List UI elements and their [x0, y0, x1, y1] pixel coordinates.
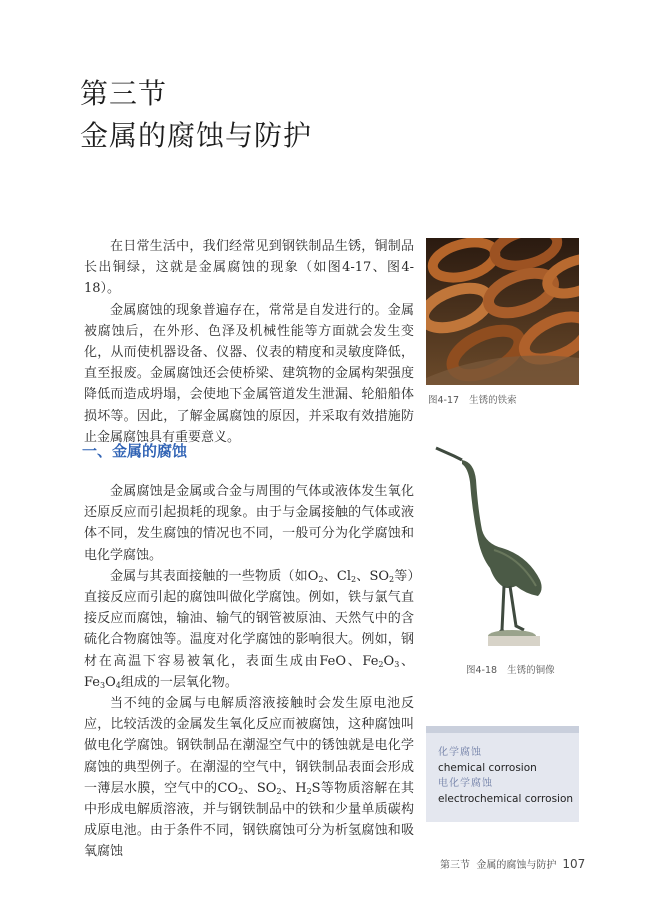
rusted-chain-photo [426, 238, 579, 385]
corrosion-paragraph: 金属腐蚀是金属或合金与周围的气体或液体发生氧化还原反应而引起损耗的现象。由于与金属接触的气体或液体不同，发生腐蚀的情况也不同，一般可分为化学腐蚀和电化学腐蚀。 [84, 484, 414, 563]
intro-text [84, 236, 414, 448]
figure-caption: 图4-17 生锈的铁索 [428, 395, 517, 406]
term-english: electrochemical corrosion [438, 793, 574, 805]
term-chinese: 化学腐蚀 [438, 747, 482, 758]
corrosion-paragraph: 金属与其表面接触的一些物质（如$O_2$、$Cl_2$、$SO_2$等）直接反应而引起的腐蚀叫做化学腐蚀。例如，铁与氯气直接反应而腐蚀，输油、输气的钢管被原油、天然气中的含硫化合物腐蚀等。温度对化学腐蚀的影响很大。例如，钢材在高温下容易被氧化，表面生成由FeO、$Fe_2O_3$、$Fe_3O_4$组成的一层氧化物。 [84, 568, 414, 690]
footer-title: 金属的腐蚀与防护 [476, 860, 557, 871]
corrosion-paragraph: 当不纯的金属与电解质溶液接触时会发生原电池反应，比较活泼的金属发生氧化反应而被腐蚀，这种腐蚀叫做电化学腐蚀。钢铁制品在潮湿空气中的锈蚀就是电化学腐蚀的典型例子。在潮湿的空气中，钢铁制品表面会形成一薄层水膜，空气中的$CO_2$、$SO_2$、$H_2S$等物质溶解在其中形成电解质溶液，并与钢铁制品中的铁和少量单质碳构成原电池。由于条件不同，钢铁腐蚀可分为析氢腐蚀和吸氧腐蚀 [84, 696, 414, 860]
term-chinese: 电化学腐蚀 [438, 778, 493, 789]
bronze-crane-photo [432, 440, 560, 650]
subsection-heading: 一、金属的腐蚀 [82, 442, 188, 460]
page-footer [440, 856, 585, 871]
term-english: chemical corrosion [438, 762, 537, 774]
intro-paragraph: 金属腐蚀的现象普遍存在，常常是自发进行的。金属被腐蚀后，在外形、色泽及机械性能等方面就会发生变化，从而使机器设备、仪器、仪表的精度和灵敏度降低，直至报废。金属腐蚀还会使桥梁、建筑物的金属构架强度降低而造成坍塌，会使地下金属管道发生泄漏、轮船船体损坏等。因此，了解金属腐蚀的原因，并采取有效措施防止金属腐蚀具有重要意义。 [84, 302, 414, 445]
footer-section: 第三节 [440, 860, 470, 871]
section-number: 第三节 [80, 77, 168, 110]
intro-paragraph: 在日常生活中，我们经常见到钢铁制品生锈，铜制品长出铜绿，这就是金属腐蚀的现象（如图4-17、图4-18）。 [84, 239, 414, 297]
page-number: 107 [562, 857, 586, 871]
glossary-box [426, 726, 579, 822]
figure-caption: 图4-18 生锈的铜像 [466, 665, 555, 676]
section-title: 金属的腐蚀与防护 [80, 119, 313, 152]
corrosion-text [84, 481, 414, 863]
